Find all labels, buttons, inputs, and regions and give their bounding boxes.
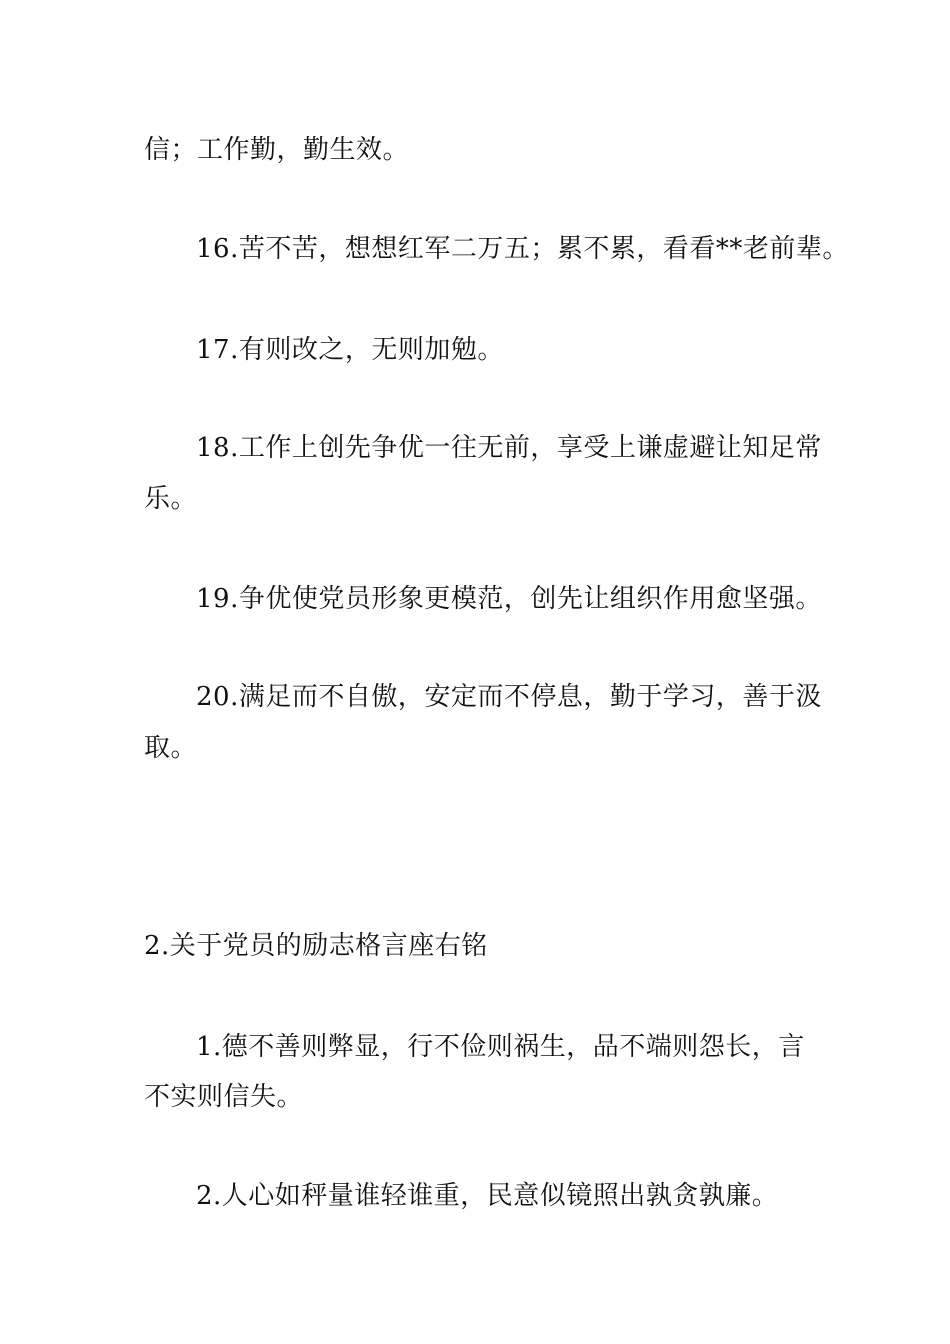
item-16: 16.苦不苦，想想红军二万五；累不累，看看**老前辈。 — [196, 234, 849, 264]
motto-item-2: 2.人心如秤量谁轻谁重，民意似镜照出孰贪孰廉。 — [196, 1181, 779, 1211]
item-18: 18.工作上创先争优一往无前，享受上谦虚避让知足常 — [196, 433, 822, 463]
section-heading: 2.关于党员的励志格言座右铭 — [144, 931, 488, 961]
item-18-continuation: 乐。 — [144, 484, 198, 514]
item-19: 19.争优使党员形象更模范，创先让组织作用愈坚强。 — [196, 584, 822, 614]
item-20-continuation: 取。 — [144, 733, 198, 763]
item-20: 20.满足而不自傲，安定而不停息，勤于学习，善于汲 — [196, 682, 822, 712]
motto-item-1: 1.德不善则弊显，行不俭则祸生，品不端则怨长，言 — [196, 1032, 805, 1062]
motto-item-1-continuation: 不实则信失。 — [144, 1082, 304, 1112]
item-17: 17.有则改之，无则加勉。 — [196, 335, 504, 365]
item-15-continuation: 信；工作勤，勤生效。 — [144, 135, 410, 165]
